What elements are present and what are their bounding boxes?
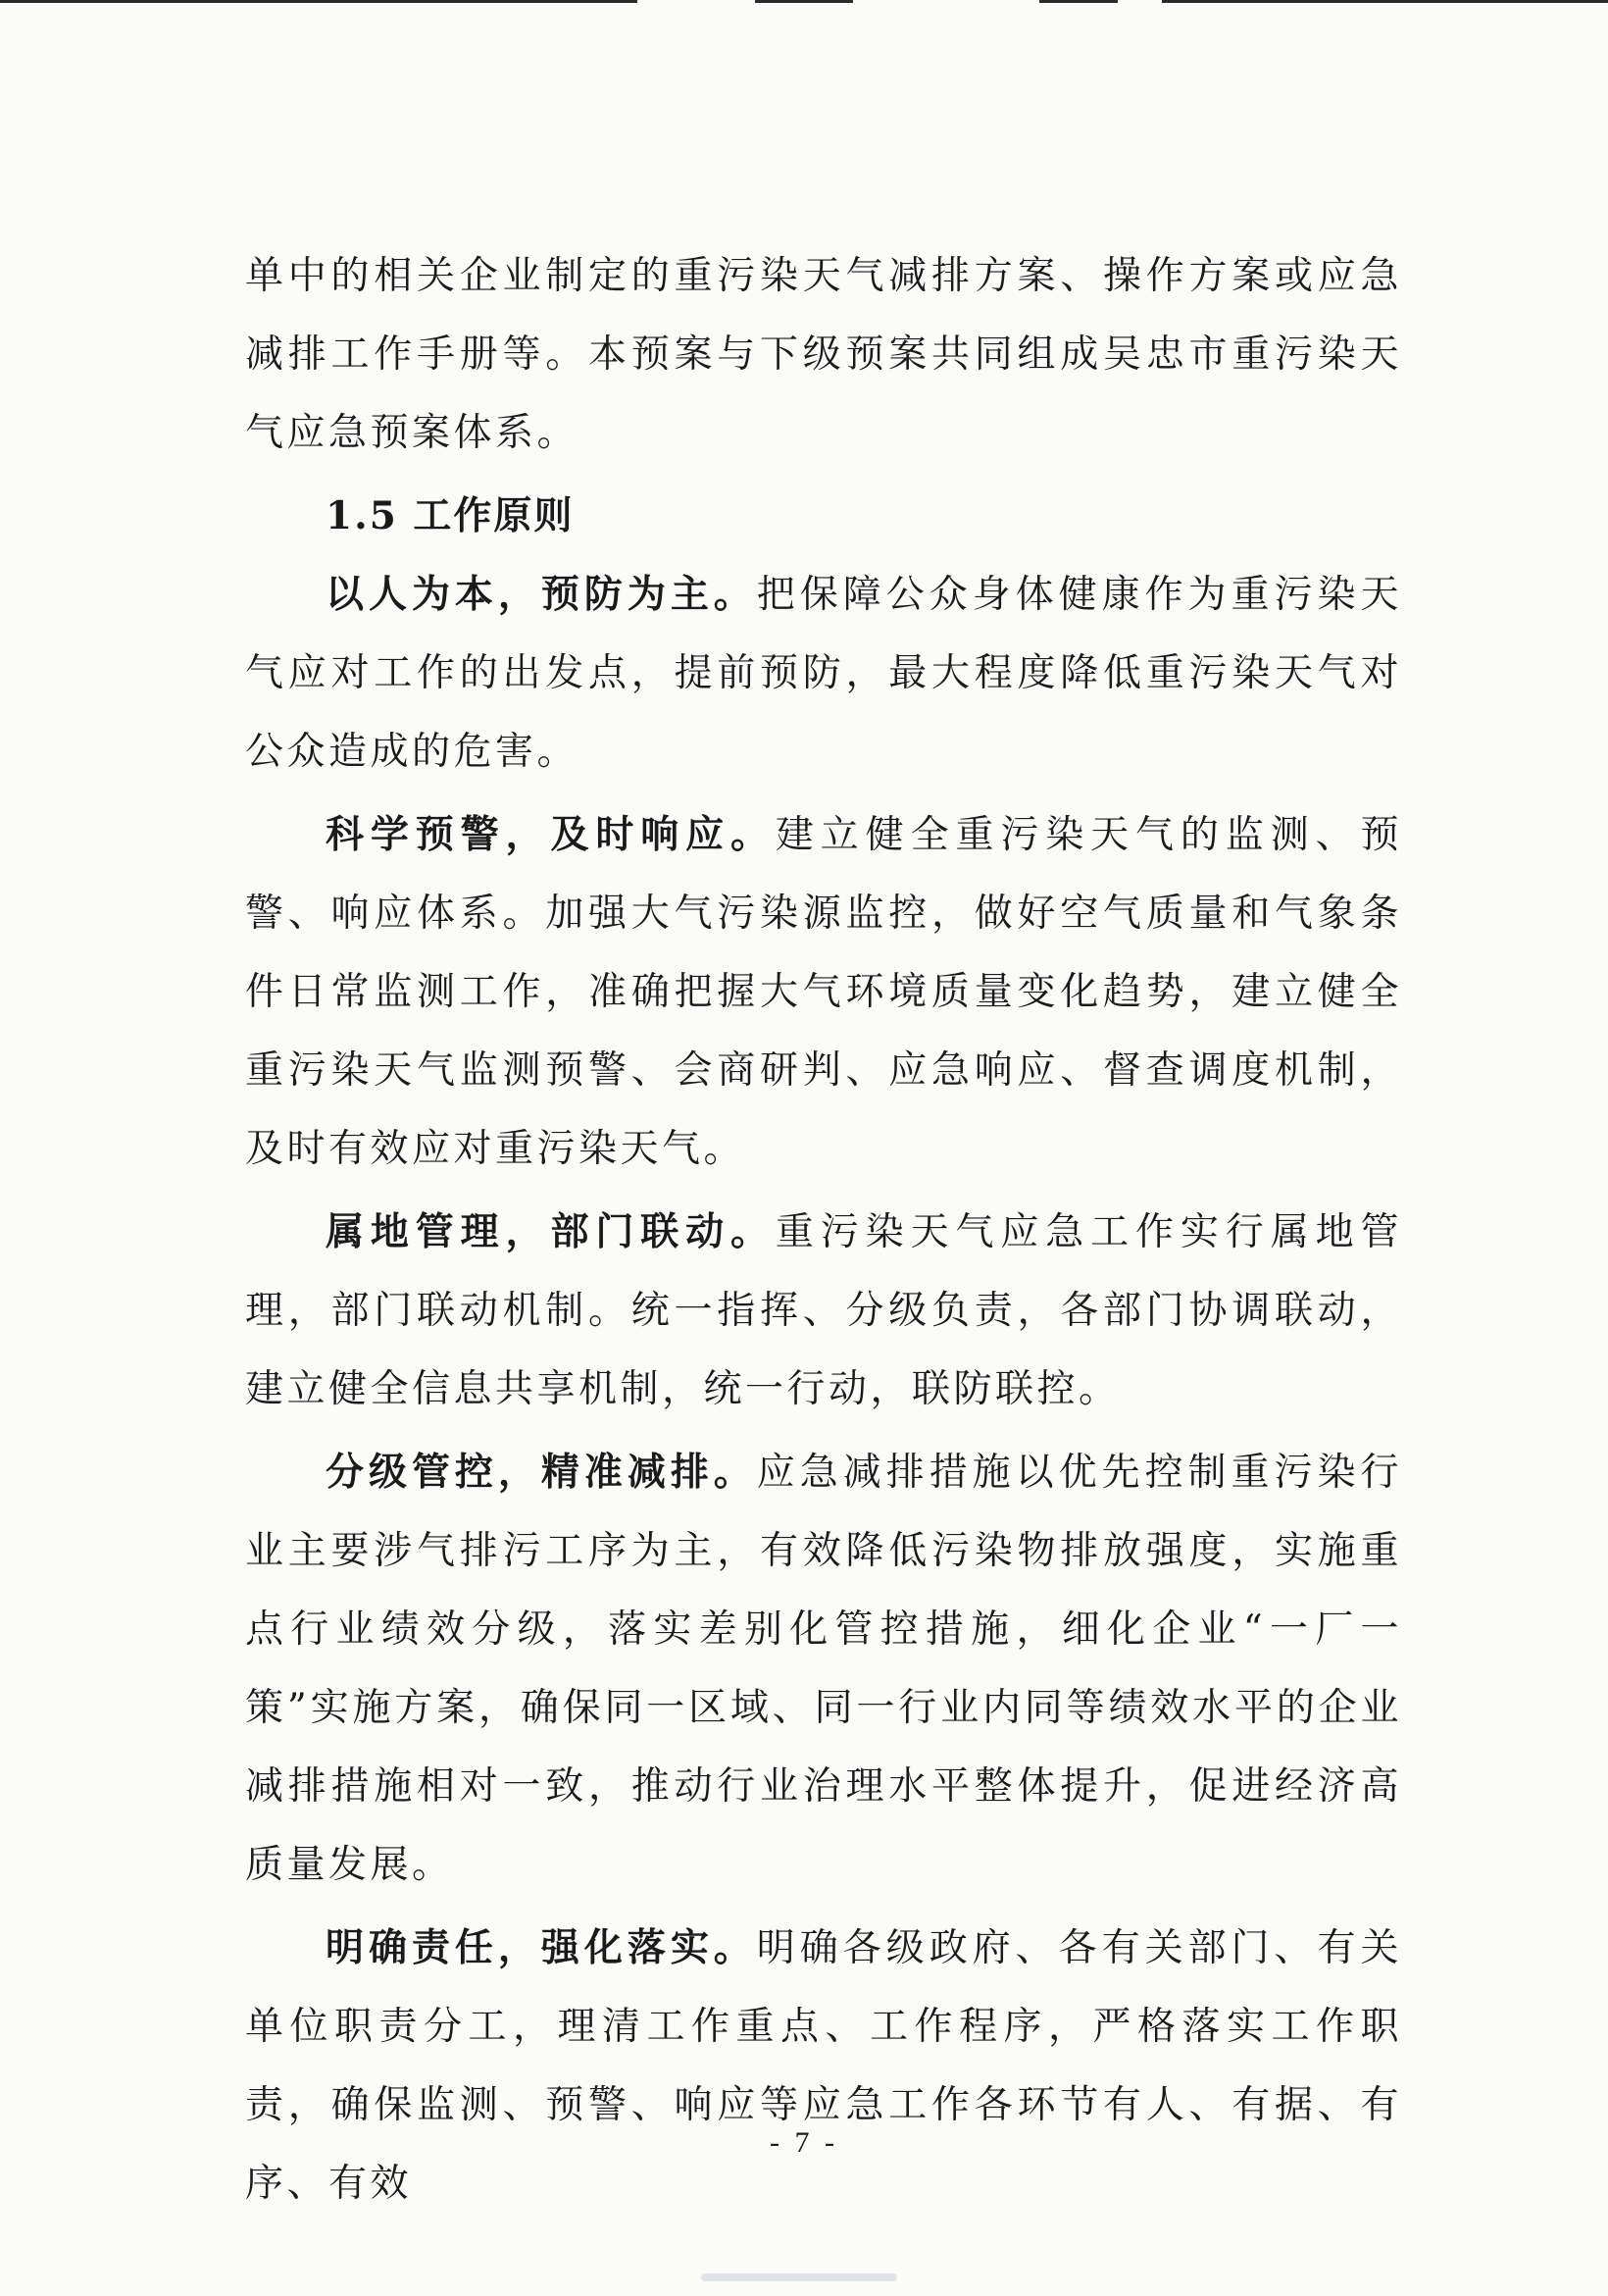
section-heading	[245, 477, 1402, 555]
principle-lead: 科学预警，及时响应。	[326, 812, 776, 857]
paragraph-text: 单中的相关企业制定的重污染天气减排方案、操作方案或应急减排工作手册等。本预案与下级预案共同组成吴忠市重污染天气应急预案体系。	[245, 254, 1402, 455]
principle-text: 明确各级政府、各有关部门、有关单位职责分工，理清工作重点、工作程序，严格落实工作职责，确保监测、预警、响应等应急工作各环节有人、有据、有序、有效	[245, 1926, 1402, 2206]
page-number: - 7 -	[770, 2126, 838, 2159]
principle-text: 建立健全重污染天气的监测、预警、响应体系。加强大气污染源监控，做好空气质量和气象条件日常监测工作，准确把握大气环境质量变化趋势，建立健全重污染天气监测预警、会商研判、应急响应、督查调度机制，及时有效应对重污染天气。	[245, 813, 1402, 1171]
principle-text: 把保障公众身体健康作为重污染天气应对工作的出发点，提前预防，最大程度降低重污染天气对公众造成的危害。	[245, 573, 1402, 774]
principle-paragraph	[245, 795, 1402, 1189]
top-border-line	[1039, 0, 1118, 3]
principle-text: 应急减排措施以优先控制重污染行业主要涉气排污工序为主，有效降低污染物排放强度，实施重点行业绩效分级，落实差别化管控措施，细化企业“一厂一策”实施方案，确保同一区域、同一行业内同等绩效水平的企业减排措施相对一致，推动行业治理水平整体提升，促进经济高质量发展。	[245, 1451, 1402, 1887]
principle-lead: 以人为本，预防为主。	[326, 572, 757, 617]
principle-paragraph	[245, 1193, 1402, 1429]
principle-paragraph	[245, 1909, 1402, 2223]
principle-text: 重污染天气应急工作实行属地管理，部门联动机制。统一指挥、分级负责，各部门协调联动，建立健全信息共享机制，统一行动，联防联控。	[245, 1210, 1402, 1411]
section-heading-text: 1.5 工作原则	[326, 493, 575, 538]
principle-lead: 分级管控，精准减排。	[326, 1450, 757, 1495]
top-border-line	[755, 0, 853, 3]
page-body	[245, 237, 1402, 2227]
principle-paragraph	[245, 1433, 1402, 1905]
principle-lead: 属地管理，部门联动。	[326, 1209, 776, 1254]
scan-smudge	[701, 2273, 897, 2281]
principle-lead: 明确责任，强化落实。	[326, 1925, 757, 1970]
paragraph-continuation	[245, 237, 1402, 473]
top-border-line	[1162, 0, 1608, 3]
principle-paragraph	[245, 555, 1402, 791]
top-border-line	[0, 0, 637, 3]
